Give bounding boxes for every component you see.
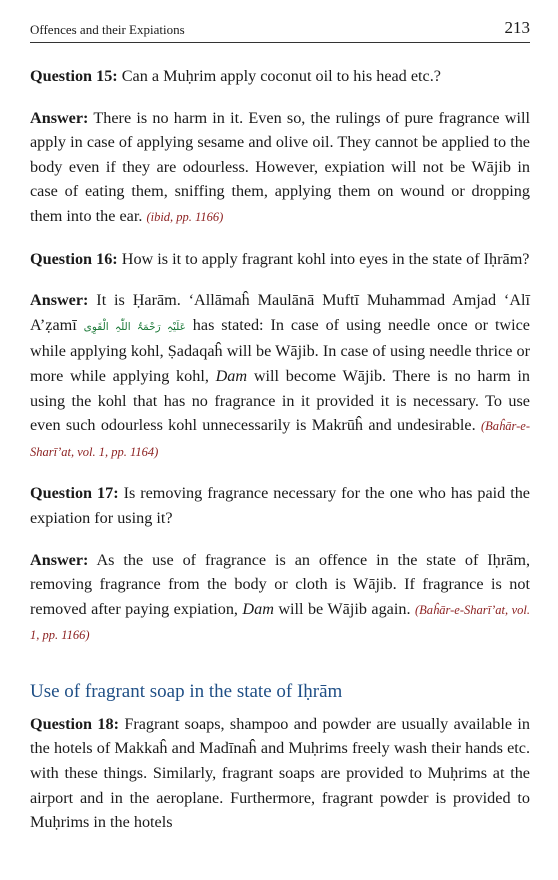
answer-text: will become Wājib. There is no harm in using the kohl that has no fragrance in it provided it is necessary. To use even such odourless kohl unnecessarily is Makrūĥ and undesirable.	[30, 366, 531, 435]
answer-text: has stated: In case of using needle once or twice while applying kohl, Ṣadaqaĥ will be Wājib. In case of using needle thrice or more while applying kohl,	[30, 315, 530, 385]
page-content	[30, 43, 530, 835]
question-16	[30, 247, 530, 272]
answer-text: There is no harm in it. Even so, the rulings of pure fragrance will apply in case of applying sesame and olive oil. They cannot be applied to the body even if they are odourless. However, expiation will not be Wājib in case of eating them, sniffing them, applying them on wound or dropping them into the ear.	[30, 108, 530, 225]
question-17	[30, 481, 530, 530]
answer-17	[30, 548, 530, 648]
arabic-honorific: عَلَیْہِ رَحْمَۃُ اللّٰہِ الْقَوِی	[83, 320, 186, 333]
page-header	[30, 0, 530, 43]
question-text: Fragrant soaps, shampoo and powder are usually available in the hotels of Makkaĥ and Madīnaĥ and Muḥrims freely wash their hands etc. with these things. Similarly, fragrant soaps are provided to Muḥrims at the airport and in the aeroplane. Furthermore, fragrant powder is provided to Muḥrims in the hotels	[30, 714, 530, 832]
answer-label: Answer:	[30, 108, 89, 127]
answer-text: will be Wājib again.	[273, 599, 415, 618]
running-title: Offences and their Expiations	[30, 22, 185, 37]
reference-citation: (ibid, pp. 1166)	[146, 209, 224, 224]
question-15	[30, 64, 530, 89]
answer-15	[30, 106, 530, 230]
answer-label: Answer:	[30, 550, 89, 569]
answer-text: As the use of fragrance is an offence in the state of Iḥrām, removing fragrance from the body or cloth is Wājib. If fragrance is not removed after paying expiation,	[30, 550, 530, 618]
question-text: Can a Muḥrim apply coconut oil to his head etc.?	[117, 67, 441, 85]
question-label: Question 18:	[30, 714, 119, 733]
question-18	[30, 712, 530, 835]
page-number: 213	[504, 18, 530, 37]
question-text: How is it to apply fragrant kohl into eyes in the state of Iḥrām?	[117, 249, 530, 268]
reference-citation: (Baĥār-e-Sharī’at, vol. 1, pp. 1164)	[30, 419, 530, 459]
reference-citation: (Baĥār-e-Sharī’at, vol. 1, pp. 1166)	[30, 602, 531, 643]
answer-16	[30, 288, 530, 464]
answer-label: Answer:	[30, 291, 89, 310]
question-label: Question 15:	[30, 67, 118, 85]
italic-term: Dam	[242, 599, 274, 618]
answer-text: It is Ḥarām. ‘Allāmaĥ Maulānā Muftī Muhammad Amjad ‘Alī A’ẓamī	[30, 291, 530, 334]
question-label: Question 17:	[30, 484, 119, 503]
question-label: Question 16:	[30, 249, 118, 268]
question-text: Is removing fragrance necessary for the one who has paid the expiation for using it?	[30, 484, 530, 527]
section-heading: Use of fragrant soap in the state of Iḥrām	[30, 680, 343, 702]
italic-term: Dam	[215, 366, 248, 385]
